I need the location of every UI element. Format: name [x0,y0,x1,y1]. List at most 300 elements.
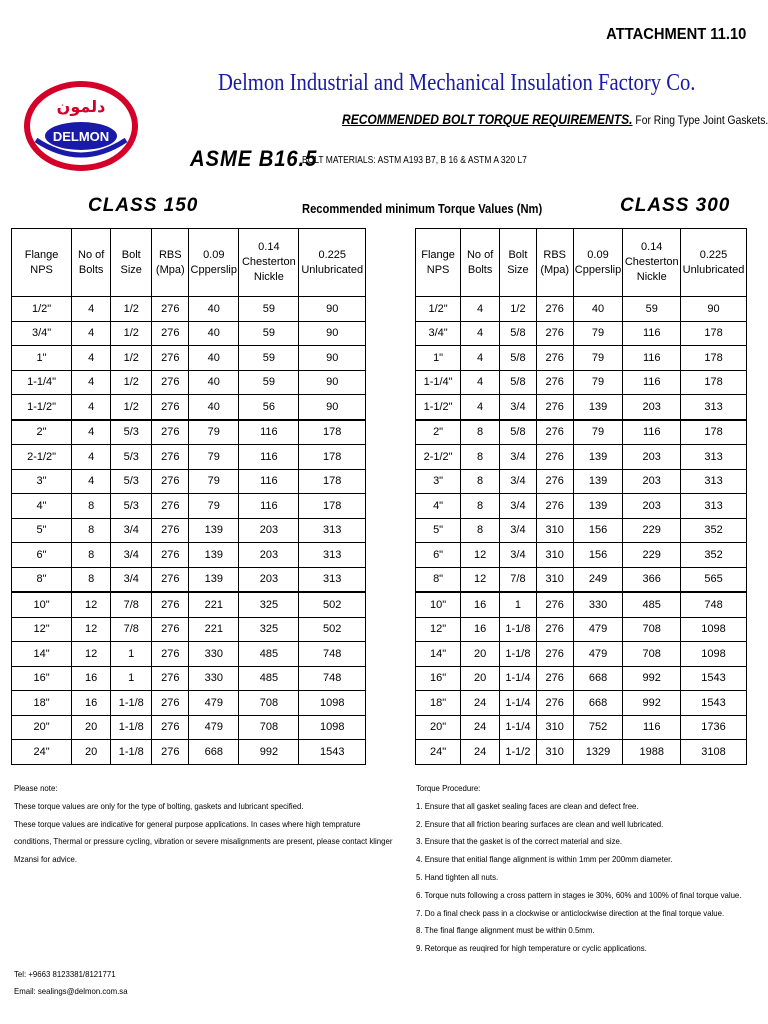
table-cell: 276 [152,691,189,716]
table-cell: 18" [12,691,72,716]
table-cell: 276 [536,395,573,420]
table-cell: 178 [299,445,366,470]
table-cell: 178 [681,321,747,346]
note-line: conditions, Thermal or pressure cycling, vibration or severe misalignments are present, please contact klinger [14,836,393,847]
table-row [12,469,366,494]
table-cell: 485 [239,642,299,667]
table-cell: 668 [189,740,239,765]
table-cell: 90 [299,395,366,420]
table-cell: 3/4 [111,518,152,543]
table-cell: 5/3 [111,494,152,519]
table-cell: 4 [72,346,111,371]
table-cell: 59 [239,346,299,371]
table-cell: 313 [681,395,747,420]
table-header-row [416,229,747,297]
table-header-cell: 0.225 Unlubricated [299,229,366,297]
table-cell: 276 [536,321,573,346]
table-cell: 8 [72,543,111,568]
table-row [12,715,366,740]
table-cell: 479 [573,617,623,642]
table-cell: 8 [72,494,111,519]
table-cell: 12 [72,617,111,642]
table-cell: 10" [12,592,72,617]
table-row [416,420,747,445]
table-cell: 40 [189,346,239,371]
table-cell: 14" [12,642,72,667]
table-cell: 8 [461,494,500,519]
table-cell: 24 [461,715,500,740]
contact-email: Email: sealings@delmon.com.sa [14,986,128,996]
table-cell: 313 [681,445,747,470]
table-cell: 229 [623,518,681,543]
table-cell: 156 [573,518,623,543]
table-cell: 1-1/8 [500,642,537,667]
table-row [416,518,747,543]
table-cell: 748 [299,666,366,691]
note-line: 4. Ensure that enitial flange alignment is within 1mm per 200mm diameter. [416,854,673,865]
delmon-logo [22,78,140,178]
table-cell: 4 [461,297,500,322]
table-cell: 1" [416,346,461,371]
table-cell: 1-1/4" [416,370,461,395]
table-cell: 12 [72,592,111,617]
table-cell: 24 [461,740,500,765]
note-line: These torque values are only for the type of bolting, gaskets and lubricant specified. [14,800,304,811]
table-cell: 116 [239,445,299,470]
table-cell: 1/2 [111,370,152,395]
table-cell: 4 [72,297,111,322]
table-cell: 1-1/8 [111,715,152,740]
table-cell: 485 [623,592,681,617]
table-header-cell: Flange NPS [12,229,72,297]
table-cell: 16 [72,691,111,716]
table-row [12,617,366,642]
table-cell: 116 [623,370,681,395]
contact-tel: Tel: +9663 8123381/8121771 [14,969,116,979]
table-cell: 485 [239,666,299,691]
note-line: 8. The final flange alignment must be within 0.5mm. [416,925,595,936]
table-cell: 352 [681,518,747,543]
table-row [416,297,747,322]
table-cell: 40 [189,297,239,322]
table-row [416,715,747,740]
table-cell: 4 [461,395,500,420]
table-cell: 5" [416,518,461,543]
table-cell: 8 [461,518,500,543]
table-cell: 5/3 [111,469,152,494]
table-cell: 178 [681,420,747,445]
table-cell: 313 [681,494,747,519]
table-cell: 708 [239,715,299,740]
table-cell: 5" [12,518,72,543]
table-cell: 276 [152,445,189,470]
table-cell: 276 [152,715,189,740]
table-cell: 1-1/4 [500,715,537,740]
table-cell: 1-1/8 [111,740,152,765]
table-cell: 20 [461,666,500,691]
table-cell: 59 [239,370,299,395]
table-cell: 1 [500,592,537,617]
table-cell: 8" [12,567,72,592]
table-cell: 1-1/2" [12,395,72,420]
table-cell: 8 [461,420,500,445]
table-cell: 276 [536,420,573,445]
table-cell: 40 [189,321,239,346]
table-header-cell: Bolt Size [111,229,152,297]
table-cell: 8 [72,518,111,543]
table-cell: 276 [152,494,189,519]
table-cell: 229 [623,543,681,568]
table-cell: 3/4 [500,494,537,519]
table-cell: 156 [573,543,623,568]
table-cell: 992 [623,666,681,691]
table-cell: 352 [681,543,747,568]
table-cell: 178 [681,370,747,395]
table-cell: 276 [536,494,573,519]
table-cell: 276 [152,395,189,420]
table-cell: 2" [416,420,461,445]
table-cell: 116 [239,420,299,445]
table-header-cell: No of Bolts [72,229,111,297]
table-cell: 40 [189,395,239,420]
table-cell: 1" [12,346,72,371]
table-cell: 20" [416,715,461,740]
table-cell: 40 [573,297,623,322]
table-cell: 502 [299,617,366,642]
table-row [416,691,747,716]
table-header-cell: RBS (Mpa) [152,229,189,297]
table-cell: 203 [239,543,299,568]
table-cell: 276 [152,592,189,617]
table-row [416,321,747,346]
table-row [12,297,366,322]
table-cell: 8" [416,567,461,592]
table-cell: 310 [536,740,573,765]
table-cell: 708 [623,642,681,667]
table-cell: 1/2 [111,395,152,420]
table-row [416,543,747,568]
table-cell: 18" [416,691,461,716]
table-cell: 178 [299,420,366,445]
table-cell: 325 [239,617,299,642]
table-cell: 79 [573,370,623,395]
table-row [416,494,747,519]
table-cell: 565 [681,567,747,592]
table-cell: 178 [299,469,366,494]
table-cell: 16 [461,617,500,642]
table-header-cell: 0.225 Unlubricated [681,229,747,297]
table-cell: 1/2 [500,297,537,322]
table-cell: 5/3 [111,445,152,470]
table-cell: 325 [239,592,299,617]
table-cell: 203 [239,518,299,543]
table-cell: 1-1/2 [500,740,537,765]
table-cell: 3/4 [500,445,537,470]
table-cell: 14" [416,642,461,667]
table-cell: 752 [573,715,623,740]
table-cell: 1/2" [12,297,72,322]
table-cell: 2-1/2" [12,445,72,470]
table-cell: 79 [573,321,623,346]
table-cell: 748 [681,592,747,617]
table-cell: 330 [573,592,623,617]
table-row [12,445,366,470]
company-name: Delmon Industrial and Mechanical Insulation Factory Co. [218,70,696,96]
table-cell: 276 [536,642,573,667]
attachment-label: ATTACHMENT 11.10 [605,26,746,43]
table-cell: 20 [72,740,111,765]
note-line: Mzansi for advice. [14,854,78,865]
table-cell: 5/8 [500,370,537,395]
table-cell: 3/4 [500,518,537,543]
table-cell: 276 [152,567,189,592]
table-cell: 1329 [573,740,623,765]
table-cell: 310 [536,567,573,592]
table-cell: 310 [536,543,573,568]
table-cell: 20 [72,715,111,740]
note-line: 2. Ensure that all friction bearing surfaces are clean and well lubricated. [416,818,664,829]
table-cell: 8 [72,567,111,592]
table-cell: 4 [72,445,111,470]
table-cell: 6" [416,543,461,568]
table-cell: 276 [536,666,573,691]
table-cell: 1 [111,666,152,691]
note-line: 7. Do a final check pass in a clockwise or anticlockwise direction at the final torque value. [416,907,725,918]
class300-title: CLASS 300 [620,195,731,216]
table-header-cell: No of Bolts [461,229,500,297]
table-cell: 12 [461,543,500,568]
table-cell: 221 [189,617,239,642]
table-cell: 276 [152,666,189,691]
table-cell: 4 [461,346,500,371]
table-cell: 203 [623,395,681,420]
table-cell: 4" [12,494,72,519]
table-cell: 1098 [299,691,366,716]
table-cell: 16 [461,592,500,617]
note-line: These torque values are indicative for general purpose applications. In cases where high temprature [14,818,361,829]
table-row [416,445,747,470]
table-cell: 203 [239,567,299,592]
table-cell: 116 [623,346,681,371]
table-row [12,518,366,543]
table-cell: 313 [681,469,747,494]
table-cell: 479 [573,642,623,667]
table-cell: 1/2" [416,297,461,322]
table-cell: 5/8 [500,420,537,445]
table-cell: 116 [239,469,299,494]
bolt-materials: BOLT MATERIALS: ASTM A193 B7, B 16 & ASTM A 320 L7 [302,155,527,166]
table-row [416,642,747,667]
table-header-cell: 0.09 Cpperslip [189,229,239,297]
table-cell: 24 [461,691,500,716]
table-cell: 20 [461,642,500,667]
table-row [12,395,366,420]
table-row [12,370,366,395]
table-cell: 276 [152,617,189,642]
standard-label: ASME B16.5 [190,146,318,171]
table-cell: 668 [573,666,623,691]
table-cell: 1/2 [111,321,152,346]
table-cell: 1988 [623,740,681,765]
table-header-cell: 0.09 Cpperslip [573,229,623,297]
table-cell: 366 [623,567,681,592]
table-cell: 330 [189,642,239,667]
table-cell: 1-1/8 [111,691,152,716]
table-header-cell: Flange NPS [416,229,461,297]
table-cell: 5/8 [500,321,537,346]
table-cell: 178 [681,346,747,371]
table-cell: 249 [573,567,623,592]
table-cell: 1098 [681,617,747,642]
table-cell: 276 [152,420,189,445]
table-cell: 276 [536,346,573,371]
table-cell: 1098 [299,715,366,740]
table-cell: 139 [573,395,623,420]
table-row [416,666,747,691]
table-cell: 1-1/4 [500,691,537,716]
table-cell: 79 [189,420,239,445]
table-cell: 276 [536,592,573,617]
table-cell: 3" [12,469,72,494]
table-cell: 10" [416,592,461,617]
table-cell: 59 [239,297,299,322]
table-row [416,370,747,395]
table-cell: 90 [299,297,366,322]
table-cell: 1-1/8 [500,617,537,642]
table-cell: 748 [299,642,366,667]
table-cell: 6" [12,543,72,568]
table-cell: 20" [12,715,72,740]
table-cell: 1098 [681,642,747,667]
table-row [416,617,747,642]
table-cell: 4 [72,395,111,420]
table-cell: 4 [72,420,111,445]
table-cell: 5/3 [111,420,152,445]
table-cell: 139 [573,469,623,494]
table-cell: 16 [72,666,111,691]
table-cell: 40 [189,370,239,395]
table-cell: 1/2 [111,297,152,322]
table-cell: 90 [681,297,747,322]
table-cell: 3/4" [12,321,72,346]
table-cell: 276 [152,297,189,322]
table-cell: 178 [299,494,366,519]
note-line: 3. Ensure that the gasket is of the correct material and size. [416,836,623,847]
note-line: 6. Torque nuts following a cross pattern in stages ie 30%, 60% and 100% of final torque value. [416,889,742,900]
table-row [12,691,366,716]
table-cell: 16" [416,666,461,691]
note-line: 5. Hand tighten all nuts. [416,871,499,882]
table-cell: 276 [152,346,189,371]
table-cell: 116 [623,715,681,740]
table-cell: 2" [12,420,72,445]
note-line: 1. Ensure that all gasket sealing faces are clean and defect free. [416,800,639,811]
table-cell: 276 [152,642,189,667]
torque-values-label: Recommended minimum Torque Values (Nm) [302,201,543,216]
table-row [12,543,366,568]
contact-info [14,966,128,1000]
table-cell: 139 [189,543,239,568]
table-row [12,567,366,592]
table-cell: 79 [189,469,239,494]
table-cell: 139 [189,518,239,543]
table-cell: 3/4 [500,395,537,420]
table-cell: 1736 [681,715,747,740]
table-cell: 203 [623,445,681,470]
svg-text:دلمون: دلمون [56,97,106,116]
table-row [416,740,747,765]
table-cell: 1-1/2" [416,395,461,420]
table-row [12,321,366,346]
table-header-cell: Bolt Size [500,229,537,297]
table-cell: 1/2 [111,346,152,371]
table-cell: 116 [623,420,681,445]
table-cell: 502 [299,592,366,617]
table-cell: 276 [536,445,573,470]
notes-left [14,780,392,869]
table-cell: 276 [152,740,189,765]
table-cell: 1-1/4" [12,370,72,395]
table-cell: 276 [536,691,573,716]
note-line: Please note: [14,783,58,793]
table-header-cell: 0.14 Chesterton Nickle [623,229,681,297]
table-row [416,567,747,592]
table-cell: 203 [623,469,681,494]
table-cell: 7/8 [111,592,152,617]
table-cell: 276 [536,469,573,494]
table-cell: 1543 [681,666,747,691]
table-row [12,346,366,371]
table-cell: 313 [299,543,366,568]
table-row [416,395,747,420]
table-cell: 90 [299,321,366,346]
recommendation-title: RECOMMENDED BOLT TORQUE REQUIREMENTS. [342,111,633,127]
table-cell: 12 [72,642,111,667]
table-cell: 12" [416,617,461,642]
note-line: 9. Retorque as reuqired for high temperature or cyclic applications. [416,943,647,954]
table-row [416,469,747,494]
table-cell: 1543 [299,740,366,765]
class150-table [11,228,366,765]
table-cell: 276 [536,617,573,642]
table-row [12,642,366,667]
table-cell: 24" [12,740,72,765]
recommendation-heading [342,111,768,129]
table-cell: 12" [12,617,72,642]
table-cell: 668 [573,691,623,716]
table-cell: 12 [461,567,500,592]
table-cell: 4 [72,321,111,346]
table-cell: 276 [536,297,573,322]
table-row [12,420,366,445]
table-cell: 708 [623,617,681,642]
table-cell: 310 [536,715,573,740]
table-cell: 8 [461,469,500,494]
table-cell: 59 [239,321,299,346]
table-cell: 4 [72,370,111,395]
table-cell: 79 [189,494,239,519]
table-cell: 313 [299,567,366,592]
table-cell: 79 [573,420,623,445]
table-cell: 310 [536,518,573,543]
table-cell: 59 [623,297,681,322]
table-cell: 4 [461,370,500,395]
table-header-cell: RBS (Mpa) [536,229,573,297]
table-cell: 139 [573,445,623,470]
table-cell: 276 [152,321,189,346]
table-row [12,740,366,765]
table-cell: 90 [299,370,366,395]
